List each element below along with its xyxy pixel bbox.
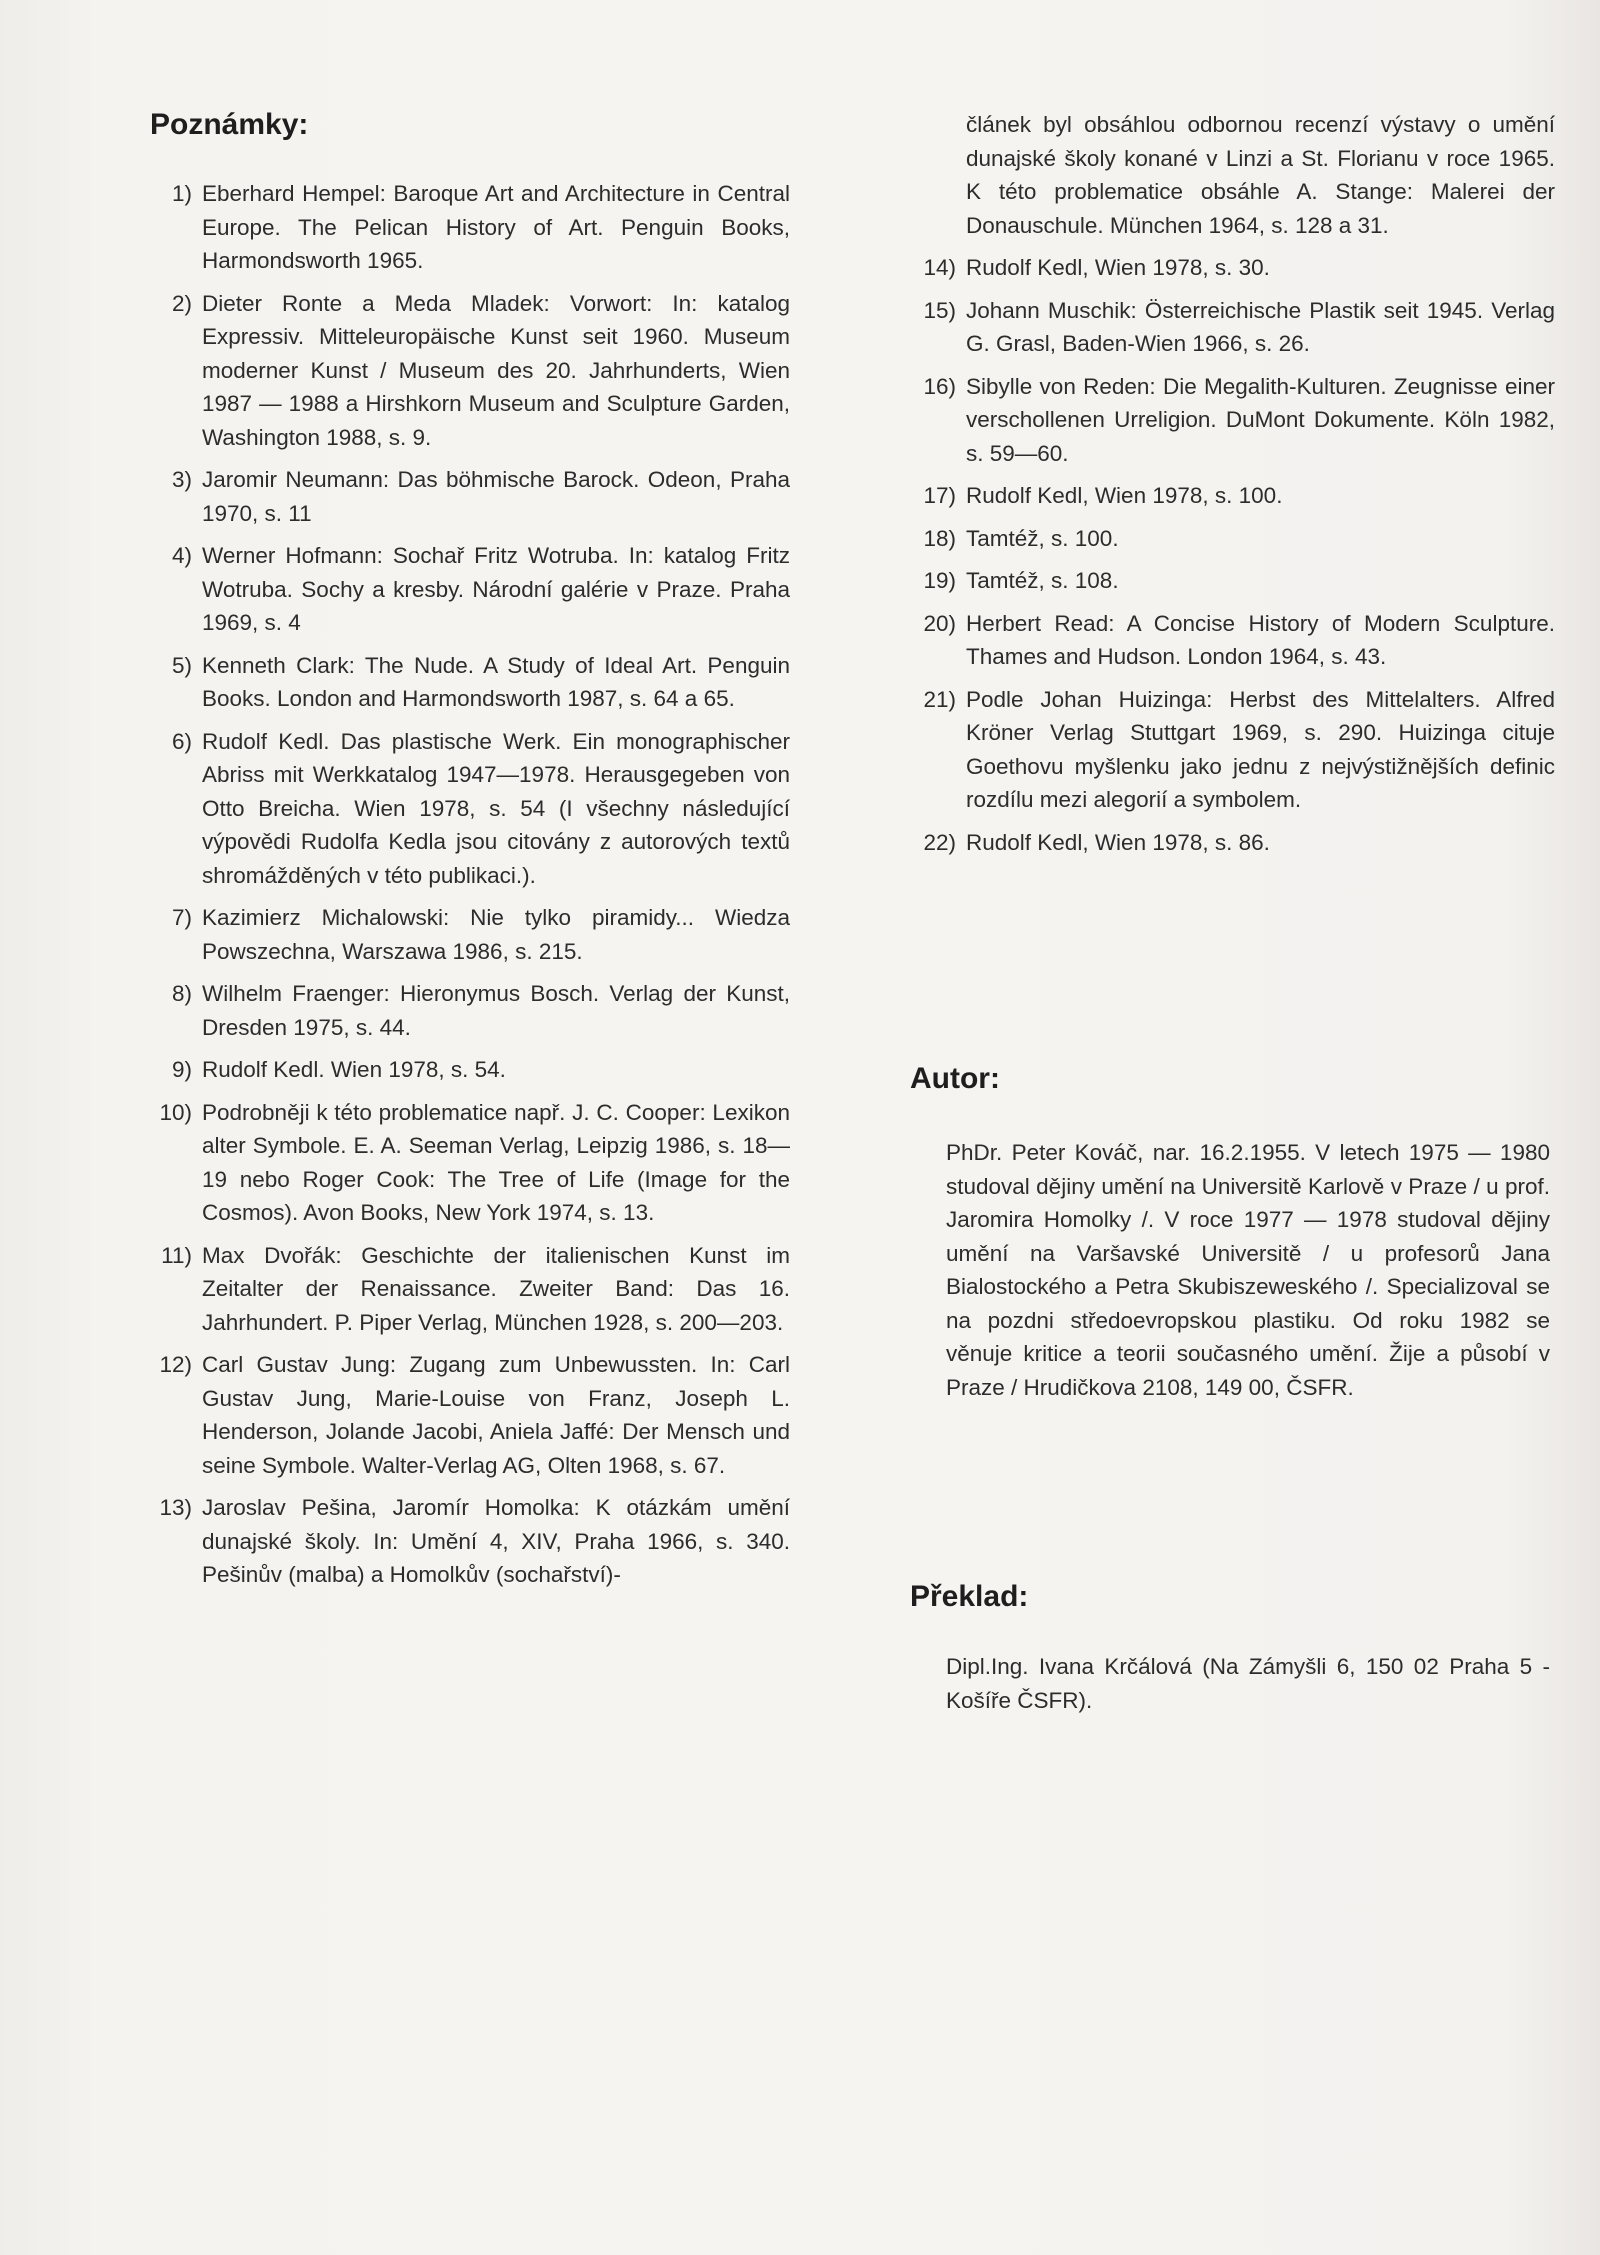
notes-heading: Poznámky: [150, 108, 309, 141]
note-item [910, 564, 1555, 598]
note-continuation: článek byl obsáhlou odbornou recenzí výstavy o umění dunajské školy konané v Linzi a St. Florianu v roce 1965. K této problematice obsáhle A. Stange: Malerei der Donauschule. München 1964, s. 128 a 31. [966, 112, 1555, 238]
author-heading: Autor: [910, 1062, 1000, 1095]
note-text: Rudolf Kedl, Wien 1978, s. 86. [966, 829, 1270, 855]
note-number: 2) [171, 290, 192, 316]
note-item [150, 1239, 790, 1340]
notes-list-left [150, 177, 790, 1601]
note-item [150, 649, 790, 716]
note-text: Johann Muschik: Österreichische Plastik seit 1945. Verlag G. Grasl, Baden-Wien 1966, s. 26. [966, 297, 1555, 356]
note-number: 7) [171, 905, 192, 930]
note-item [910, 251, 1555, 285]
note-item [910, 683, 1555, 817]
note-item [910, 607, 1555, 674]
note-text: Herbert Read: A Concise History of Modern Sculpture. Thames and Hudson. London 1964, s. 43. [966, 610, 1555, 669]
note-text: Wilhelm Fraenger: Hieronymus Bosch. Verlag der Kunst, Dresden 1975, s. 44. [202, 981, 790, 1040]
translation-credit: Dipl.Ing. Ivana Krčálová (Na Zámyšli 6, 150 02 Praha 5 - Košíře ČSFR). [946, 1654, 1550, 1713]
note-item [150, 177, 790, 278]
note-item [150, 1348, 790, 1482]
note-number: 21) [923, 686, 956, 712]
note-item [910, 479, 1555, 513]
note-text: Tamtéž, s. 108. [966, 568, 1119, 593]
note-number: 6) [171, 728, 192, 754]
note-item [910, 294, 1555, 361]
note-item [150, 463, 790, 530]
author-bio: PhDr. Peter Kováč, nar. 16.2.1955. V letech 1975 — 1980 studoval dějiny umění na Universitě Karlově v Praze / u prof. Jaromira Homolky /. V roce 1977 — 1978 studoval dějiny umění na Varšavské Universitě / u profesorů Jana Bialostockého a Petra Skubiszeweského /. Specializoval se na pozdni středoevropskou plastiku. Od roku 1982 se věnuje kritice a teorii současného umění. Žije a působí v Praze / Hrudičkova 2108, 149 00, ČSFR. [946, 1140, 1550, 1400]
note-item [150, 977, 790, 1044]
note-number: 18) [923, 525, 956, 551]
note-item [910, 370, 1555, 471]
note-number: 1) [171, 181, 192, 206]
note-item [150, 539, 790, 640]
note-number: 16) [923, 373, 956, 399]
notes-list-right [910, 108, 1555, 868]
note-text: Eberhard Hempel: Baroque Art and Architecture in Central Europe. The Pelican History of Art. Penguin Books, Harmondsworth 1965. [202, 181, 790, 273]
note-number: 8) [171, 981, 192, 1006]
note-number: 10) [159, 1099, 192, 1125]
note-item [150, 725, 790, 893]
note-text: Kenneth Clark: The Nude. A Study of Ideal Art. Penguin Books. London and Harmondsworth 1987, s. 64 a 65. [202, 652, 790, 711]
note-number: 5) [171, 652, 192, 678]
note-number: 13) [159, 1495, 192, 1520]
note-item [150, 1053, 790, 1087]
note-text: Werner Hofmann: Sochař Fritz Wotruba. In: katalog Fritz Wotruba. Sochy a kresby. Národní galérie v Praze. Praha 1969, s. 4 [202, 543, 790, 635]
note-number: 12) [159, 1352, 192, 1377]
note-item [150, 287, 790, 455]
note-number: 4) [171, 543, 192, 568]
note-text: Carl Gustav Jung: Zugang zum Unbewussten. In: Carl Gustav Jung, Marie-Louise von Franz, Joseph L. Henderson, Jolande Jacobi, Aniela Jaffé: Der Mensch und seine Symbole. Walter-Verlag AG, Olten 1968, s. 67. [202, 1352, 790, 1478]
note-text: Jaromir Neumann: Das böhmische Barock. Odeon, Praha 1970, s. 11 [202, 467, 790, 526]
note-text: Rudolf Kedl. Das plastische Werk. Ein monographischer Abriss mit Werkkatalog 1947—1978. Herausgegeben von Otto Breicha. Wien 1978, s. 54 (I všechny následující výpovědi Rudolfa Kedla jsou citovány z autorových textů shromážděných v této publikaci.). [202, 728, 790, 888]
note-number: 3) [171, 467, 192, 492]
note-number: 19) [923, 568, 956, 593]
note-text: Max Dvořák: Geschichte der italienischen Kunst im Zeitalter der Renaissance. Zweiter Band: Das 16. Jahrhundert. P. Piper Verlag, München 1928, s. 200—203. [202, 1242, 790, 1335]
note-item [150, 1096, 790, 1230]
translation-heading: Překlad: [910, 1580, 1029, 1613]
note-text: Dieter Ronte a Meda Mladek: Vorwort: In: katalog Expressiv. Mitteleuropäische Kunst seit 1960. Museum moderner Kunst / Museum des 20. Jahrhunderts, Wien 1987 — 1988 a Hirshkorn Museum and Sculpture Garden, Washington 1988, s. 9. [202, 290, 790, 450]
note-text: Sibylle von Reden: Die Megalith-Kulturen. Zeugnisse einer verschollenen Urreligion. DuMont Dokumente. Köln 1982, s. 59—60. [966, 373, 1555, 466]
note-text: Rudolf Kedl, Wien 1978, s. 100. [966, 483, 1283, 508]
note-item [150, 901, 790, 968]
note-text: Kazimierz Michalowski: Nie tylko piramidy... Wiedza Powszechna, Warszawa 1986, s. 215. [202, 905, 790, 964]
note-text: Podle Johan Huizinga: Herbst des Mittelalters. Alfred Kröner Verlag Stuttgart 1969, s. 290. Huizinga cituje Goethovu myšlenku jako jednu z nejvýstižnějších definic rozdílu mezi alegorií a symbolem. [966, 686, 1555, 812]
note-text: Rudolf Kedl, Wien 1978, s. 30. [966, 255, 1270, 280]
note-item [150, 1491, 790, 1592]
note-item [910, 522, 1555, 556]
note-item [910, 826, 1555, 860]
note-number: 11) [161, 1242, 192, 1268]
note-number: 9) [171, 1057, 192, 1082]
note-number: 15) [923, 297, 956, 323]
note-text: Jaroslav Pešina, Jaromír Homolka: K otázkám umění dunajské školy. In: Umění 4, XIV, Praha 1966, s. 340. Pešinův (malba) a Homolkův (sochařství)- [202, 1495, 790, 1587]
note-text: Podrobněji k této problematice např. J. C. Cooper: Lexikon alter Symbole. E. A. Seeman Verlag, Leipzig 1986, s. 18—19 nebo Roger Cook: The Tree of Life (Image for the Cosmos). Avon Books, New York 1974, s. 13. [202, 1099, 790, 1225]
note-text: Tamtéž, s. 100. [966, 525, 1119, 551]
note-number: 14) [923, 255, 956, 280]
note-number: 22) [923, 829, 956, 855]
note-number: 20) [923, 610, 956, 636]
note-text: Rudolf Kedl. Wien 1978, s. 54. [202, 1057, 506, 1082]
note-number: 17) [923, 483, 956, 508]
